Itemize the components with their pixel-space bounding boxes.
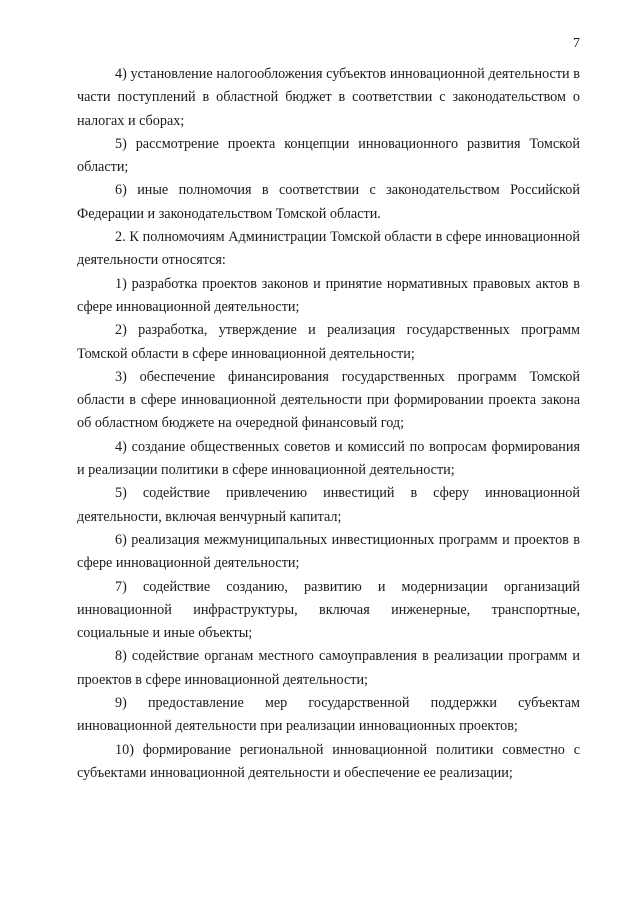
paragraph-4: 2. К полномочиям Администрации Томской области в сфере инновационной деятельности относятся: (77, 229, 580, 269)
paragraph-9: 5) содействие привлечению инвестиций в сферу инновационной деятельности, включая венчурный капитал; (77, 485, 580, 525)
paragraph-6: 2) разработка, утверждение и реализация государственных программ Томской области в сфере инновационной деятельности; (77, 322, 580, 362)
paragraph-13: 9) предоставление мер государственной поддержки субъектам инновационной деятельности при реализации инновационных проектов; (77, 695, 580, 735)
page-number: 7 (573, 36, 580, 51)
paragraph-8: 4) создание общественных советов и комиссий по вопросам формирования и реализации политики в сфере инновационной деятельности; (77, 438, 580, 479)
paragraph-1: 4) установление налогообложения субъектов инновационной деятельности в части поступлений в областной бюджет в соответствии с законодательством о налогах и сборах; (77, 66, 580, 129)
document-body (77, 63, 580, 785)
paragraph-12: 8) содействие органам местного самоуправления в реализации программ и проектов в сфере инновационной деятельности; (77, 648, 580, 688)
paragraph-2: 5) рассмотрение проекта концепции инновационного развития Томской области; (77, 135, 580, 176)
paragraph-11: 7) содействие созданию, развитию и модернизации организаций инновационной инфраструктуры, включая инженерные, транспортные, социальные и иные объекты; (77, 578, 580, 642)
paragraph-3: 6) иные полномочия в соответствии с законодательством Российской Федерации и законодательством Томской области. (77, 182, 580, 222)
paragraph-14: 10) формирование региональной инновационной политики совместно с субъектами инновационной деятельности и обеспечение ее реализации; (77, 741, 580, 781)
paragraph-7: 3) обеспечение финансирования государственных программ Томской области в сфере инновационной деятельности при формировании проекта закона об областном бюджете на очередной финансовый год; (77, 368, 580, 432)
paragraph-5: 1) разработка проектов законов и принятие нормативных правовых актов в сфере инновационной деятельности; (77, 275, 580, 315)
paragraph-10: 6) реализация межмуниципальных инвестиционных программ и проектов в сфере инновационной деятельности; (77, 531, 580, 572)
